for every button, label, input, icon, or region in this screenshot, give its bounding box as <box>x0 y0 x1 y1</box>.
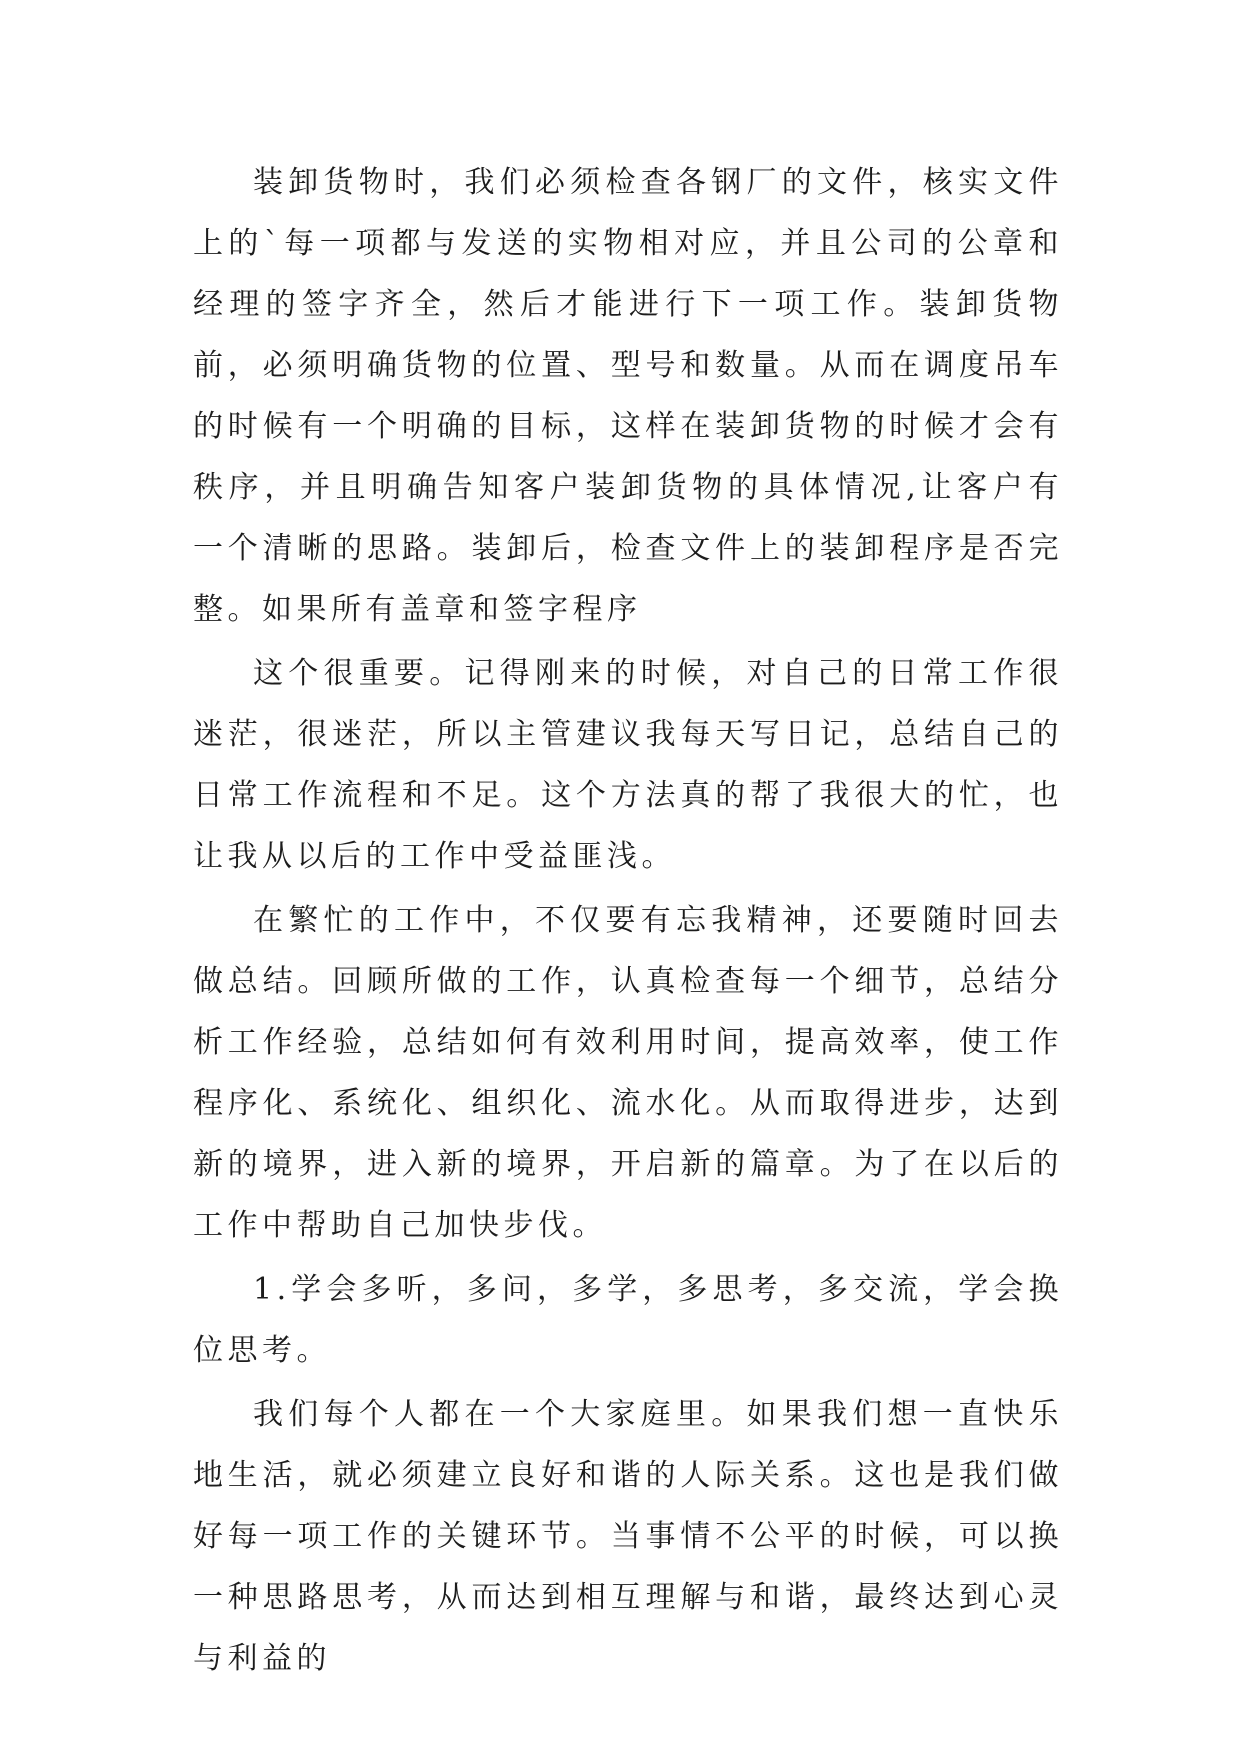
paragraph-diary-importance: 这个很重要。记得刚来的时候，对自己的日常工作很迷茫，很迷茫，所以主管建议我每天写日记，总结自己的日常工作流程和不足。这个方法真的帮了我很大的忙，也让我从以后的工作中受益匪浅。 <box>193 656 1063 874</box>
paragraph-work-summary: 在繁忙的工作中，不仅要有忘我精神，还要随时回去做总结。回顾所做的工作，认真检查每一个细节，总结分析工作经验，总结如何有效利用时间，提高效率，使工作程序化、系统化、组织化、流水化。从而取得进步，达到新的境界，进入新的境界，开启新的篇章。为了在以后的工作中帮助自己加快步伐。 <box>193 903 1063 1243</box>
paragraph-interpersonal-relations: 我们每个人都在一个大家庭里。如果我们想一直快乐地生活，就必须建立良好和谐的人际关系。这也是我们做好每一项工作的关键环节。当事情不公平的时候，可以换一种思路思考，从而达到相互理解与和谐，最终达到心灵与利益的 <box>193 1397 1063 1676</box>
paragraph-list-item-1: 1.学会多听，多问，多学，多思考，多交流，学会换位思考。 <box>193 1272 1063 1368</box>
document-body <box>193 152 1063 1692</box>
paragraph-loading-procedure: 装卸货物时，我们必须检查各钢厂的文件，核实文件上的`每一项都与发送的实物相对应，并且公司的公章和经理的签字齐全，然后才能进行下一项工作。装卸货物前，必须明确货物的位置、型号和数量。从而在调度吊车的时候有一个明确的目标，这样在装卸货物的时候才会有秩序，并且明确告知客户装卸货物的具体情况,让客户有一个清晰的思路。装卸后，检查文件上的装卸程序是否完整。如果所有盖章和签字程序 <box>193 165 1063 627</box>
